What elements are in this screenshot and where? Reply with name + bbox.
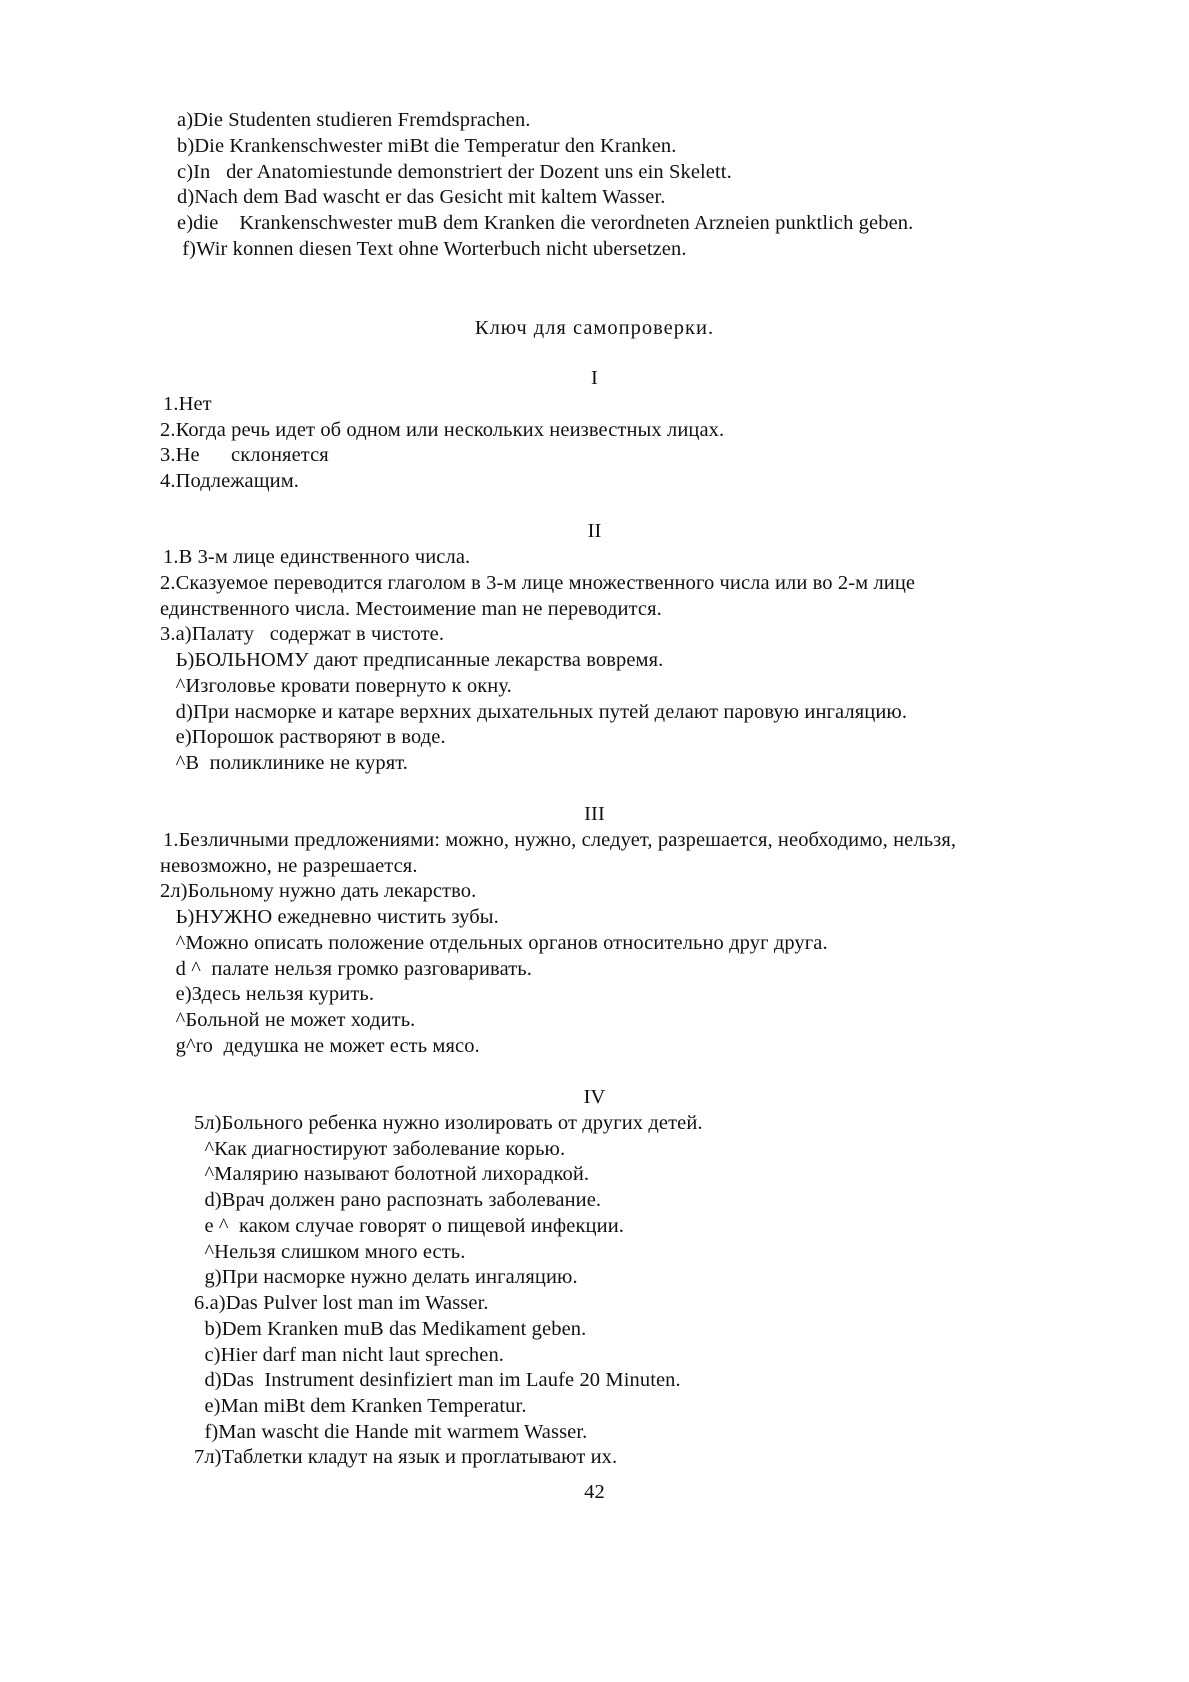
text-line: e)Man miBt dem Kranken Temperatur.: [194, 1395, 527, 1417]
text-line: f)Wir konnen diesen Text ohne Worterbuch nicht ubersetzen.: [177, 238, 687, 260]
section-heading: I: [591, 367, 598, 389]
text-line: ^В поликлинике не курят.: [160, 752, 408, 774]
text-line: b)Die Krankenschwester miBt die Temperatur den Kranken.: [177, 135, 677, 157]
text-line: ^Больной не может ходить.: [160, 1009, 416, 1031]
text-line: единственного числа. Местоимение man не переводится.: [160, 598, 662, 620]
text-line: 2л)Больному нужно дать лекарство.: [160, 880, 477, 902]
text-line: 3.а)Палату содержат в чистоте.: [160, 623, 445, 645]
text-line: ^Можно описать положение отдельных органов относительно друг друга.: [160, 932, 828, 954]
text-line: f)Man wascht die Hande mit warmem Wasser.: [194, 1421, 588, 1443]
text-line: ^Изголовье кровати повернуто к окну.: [160, 675, 512, 697]
text-line: d)Nach dem Bad wascht er das Gesicht mit kaltem Wasser.: [177, 186, 666, 208]
text-line: g^rо дедушка не может есть мясо.: [160, 1035, 480, 1057]
section-heading: IV: [583, 1086, 606, 1108]
section-heading: III: [584, 803, 605, 825]
text-line: c)In der Anatomiestunde demonstriert der Dozent uns ein Skelett.: [177, 161, 732, 183]
text-line: 7л)Таблетки кладут на язык и проглатывают их.: [194, 1446, 618, 1468]
text-line: 1.В 3-м лице единственного числа.: [163, 546, 471, 568]
text-line: невозможно, не разрешается.: [160, 855, 418, 877]
page-number: 42: [584, 1481, 605, 1503]
text-line: Ь)НУЖНО ежедневно чистить зубы.: [160, 906, 499, 928]
text-line: е)Здесь нельзя курить.: [160, 983, 375, 1005]
text-line: 2.Когда речь идет об одном или нескольких неизвестных лицах.: [160, 419, 725, 441]
text-line: 1.Нет: [163, 393, 212, 415]
text-line: d)Врач должен рано распознать заболевание.: [194, 1189, 602, 1211]
text-line: 3.Не склоняется: [160, 444, 329, 466]
text-line: a)Die Studenten studieren Fremdsprachen.: [177, 109, 531, 131]
text-line: е)Порошок растворяют в воде.: [160, 726, 446, 748]
text-line: 4.Подлежащим.: [160, 470, 300, 492]
text-line: e)die Krankenschwester muB dem Kranken die verordneten Arzneien punktlich geben.: [177, 212, 914, 234]
text-line: ^Нельзя слишком много есть.: [194, 1241, 466, 1263]
text-line: ^Как диагностируют заболевание корью.: [194, 1138, 566, 1160]
text-line: d ^ палате нельзя громко разговаривать.: [160, 958, 532, 980]
text-line: 2.Сказуемое переводится глаголом в 3-м лице множественного числа или во 2-м лице: [160, 572, 916, 594]
text-line: 5л)Больного ребенка нужно изолировать от других детей.: [194, 1112, 703, 1134]
key-title: Ключ для самопроверки.: [474, 317, 715, 339]
text-line: g)При насморке нужно делать ингаляцию.: [194, 1266, 578, 1288]
text-line: b)Dem Kranken muB das Medikament geben.: [194, 1318, 587, 1340]
text-line: ^Малярию называют болотной лихорадкой.: [194, 1163, 590, 1185]
text-line: 1.Безличными предложениями: можно, нужно, следует, разрешается, необходимо, нельзя,: [163, 829, 957, 851]
text-line: Ь)БОЛЬНОМУ дают предписанные лекарства вовремя.: [160, 649, 664, 671]
text-line: d)При насморке и катаре верхних дыхательных путей делают паровую ингаляцию.: [160, 701, 908, 723]
text-line: 6.a)Das Pulver lost man im Wasser.: [194, 1292, 489, 1314]
text-line: c)Hier darf man nicht laut sprechen.: [194, 1344, 505, 1366]
text-line: d)Das Instrument desinfiziert man im Laufe 20 Minuten.: [194, 1369, 681, 1391]
text-line: е ^ каком случае говорят о пищевой инфекции.: [194, 1215, 624, 1237]
section-heading: II: [587, 520, 602, 542]
